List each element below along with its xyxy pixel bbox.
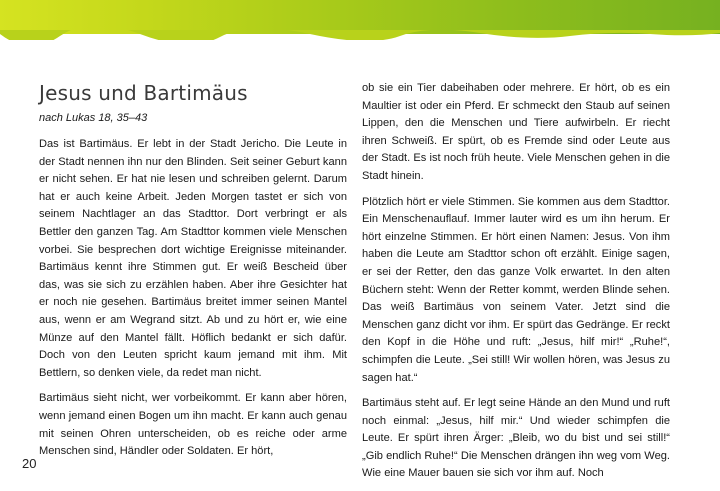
paragraph: ob sie ein Tier dabeihaben oder mehrere. Er hört, ob es ein Maultier ist oder ein Pferd. Er schmeckt den Staub auf seinen Lippen, den die Menschen und Tiere aufwirbeln. Er riecht ihren Schweiß. Er spürt, ob es Fremde sind oder Leute aus der Stadt. Es ist noch früh heute. Viele Menschen gehen in die Stadt hinein. — [362, 82, 670, 182]
decorative-header-band — [0, 0, 720, 34]
page-number: 20 — [22, 456, 37, 471]
paragraph: Bartimäus sieht nicht, wer vorbeikommt. Er kann aber hören, wenn jemand einen Bogen um ihn macht. Er kann auch genau mit seinen Ohren unterscheiden, ob es reiche oder arme Menschen sind, Händler oder Soldaten. Er hört, — [39, 392, 347, 458]
story-title: Jesus und Bartimäus — [39, 81, 248, 105]
right-column — [362, 80, 670, 491]
left-column — [39, 80, 347, 469]
paragraph: Das ist Bartimäus. Er lebt in der Stadt Jericho. Die Leute in der Stadt nennen ihn nur den Blinden. Seit seiner Geburt kann er nicht sehen. Er hat nie lesen und schreiben gelernt. Darum hat er auch keine Arbeit. Jeden Morgen tastet er sich von seinem Nachtlager an das Stadttor. Dort verbringt er als Bettler den ganzen Tag. Am Stadttor kommen viele Menschen vorbei. Sie besprechen dort wichtige Ereignisse miteinander. Bartimäus kennt ihre Stimmen gut. Er weiß Bescheid über das, was sie sich zu erzählen haben. Aber ihre Gesichter hat er noch nie gesehen. Bartimäus breitet immer seinen Mantel aus, wenn er am Wegrand sitzt. Ab und zu hört er, wie eine Münze auf den Mantel fällt. Höflich bedankt er sich dafür. Doch von den Leuten spricht kaum jemand mit ihm. Mit Bettlern, so denken viele, da redet man nicht. — [39, 138, 347, 379]
bible-reference: nach Lukas 18, 35–43 — [39, 112, 148, 124]
decorative-header-edge — [0, 30, 720, 40]
paragraph: Plötzlich hört er viele Stimmen. Sie kommen aus dem Stadttor. Ein Menschenauflauf. Immer lauter wird es um ihn herum. Er hört einzelne Stimmen. Er hört einen Namen: Jesus. Von ihm haben die Leute am Stadttor schon oft erzählt. Einige sagen, er sei der Retter, den das ganze Volk erwartet. In den alten Büchern steht: Wenn der Retter kommt, werden Blinde sehen. Das weiß Bartimäus von seinem Vater. Jetzt sind die Menschen ganz dicht vor ihm. Er spürt das Gedränge. Er reckt den Kopf in die Höhe und ruft: „Jesus, hilf mir!“ „Ruhe!“, schimpfen die Leute. „Sei still! Wir wollen hören, was Jesus zu sagen hat.“ — [362, 195, 670, 384]
paragraph: Bartimäus steht auf. Er legt seine Hände an den Mund und ruft noch einmal: „Jesus, hilf mir.“ Und wieder schimpfen die Leute. Er spürt ihren Ärger: „Bleib, wo du bist und sei still!“ „Gib endlich Ruhe!“ Die Menschen drängen ihn weg vom Weg. Wie eine Mauer bauen sie sich vor ihm auf. Noch — [362, 397, 670, 480]
